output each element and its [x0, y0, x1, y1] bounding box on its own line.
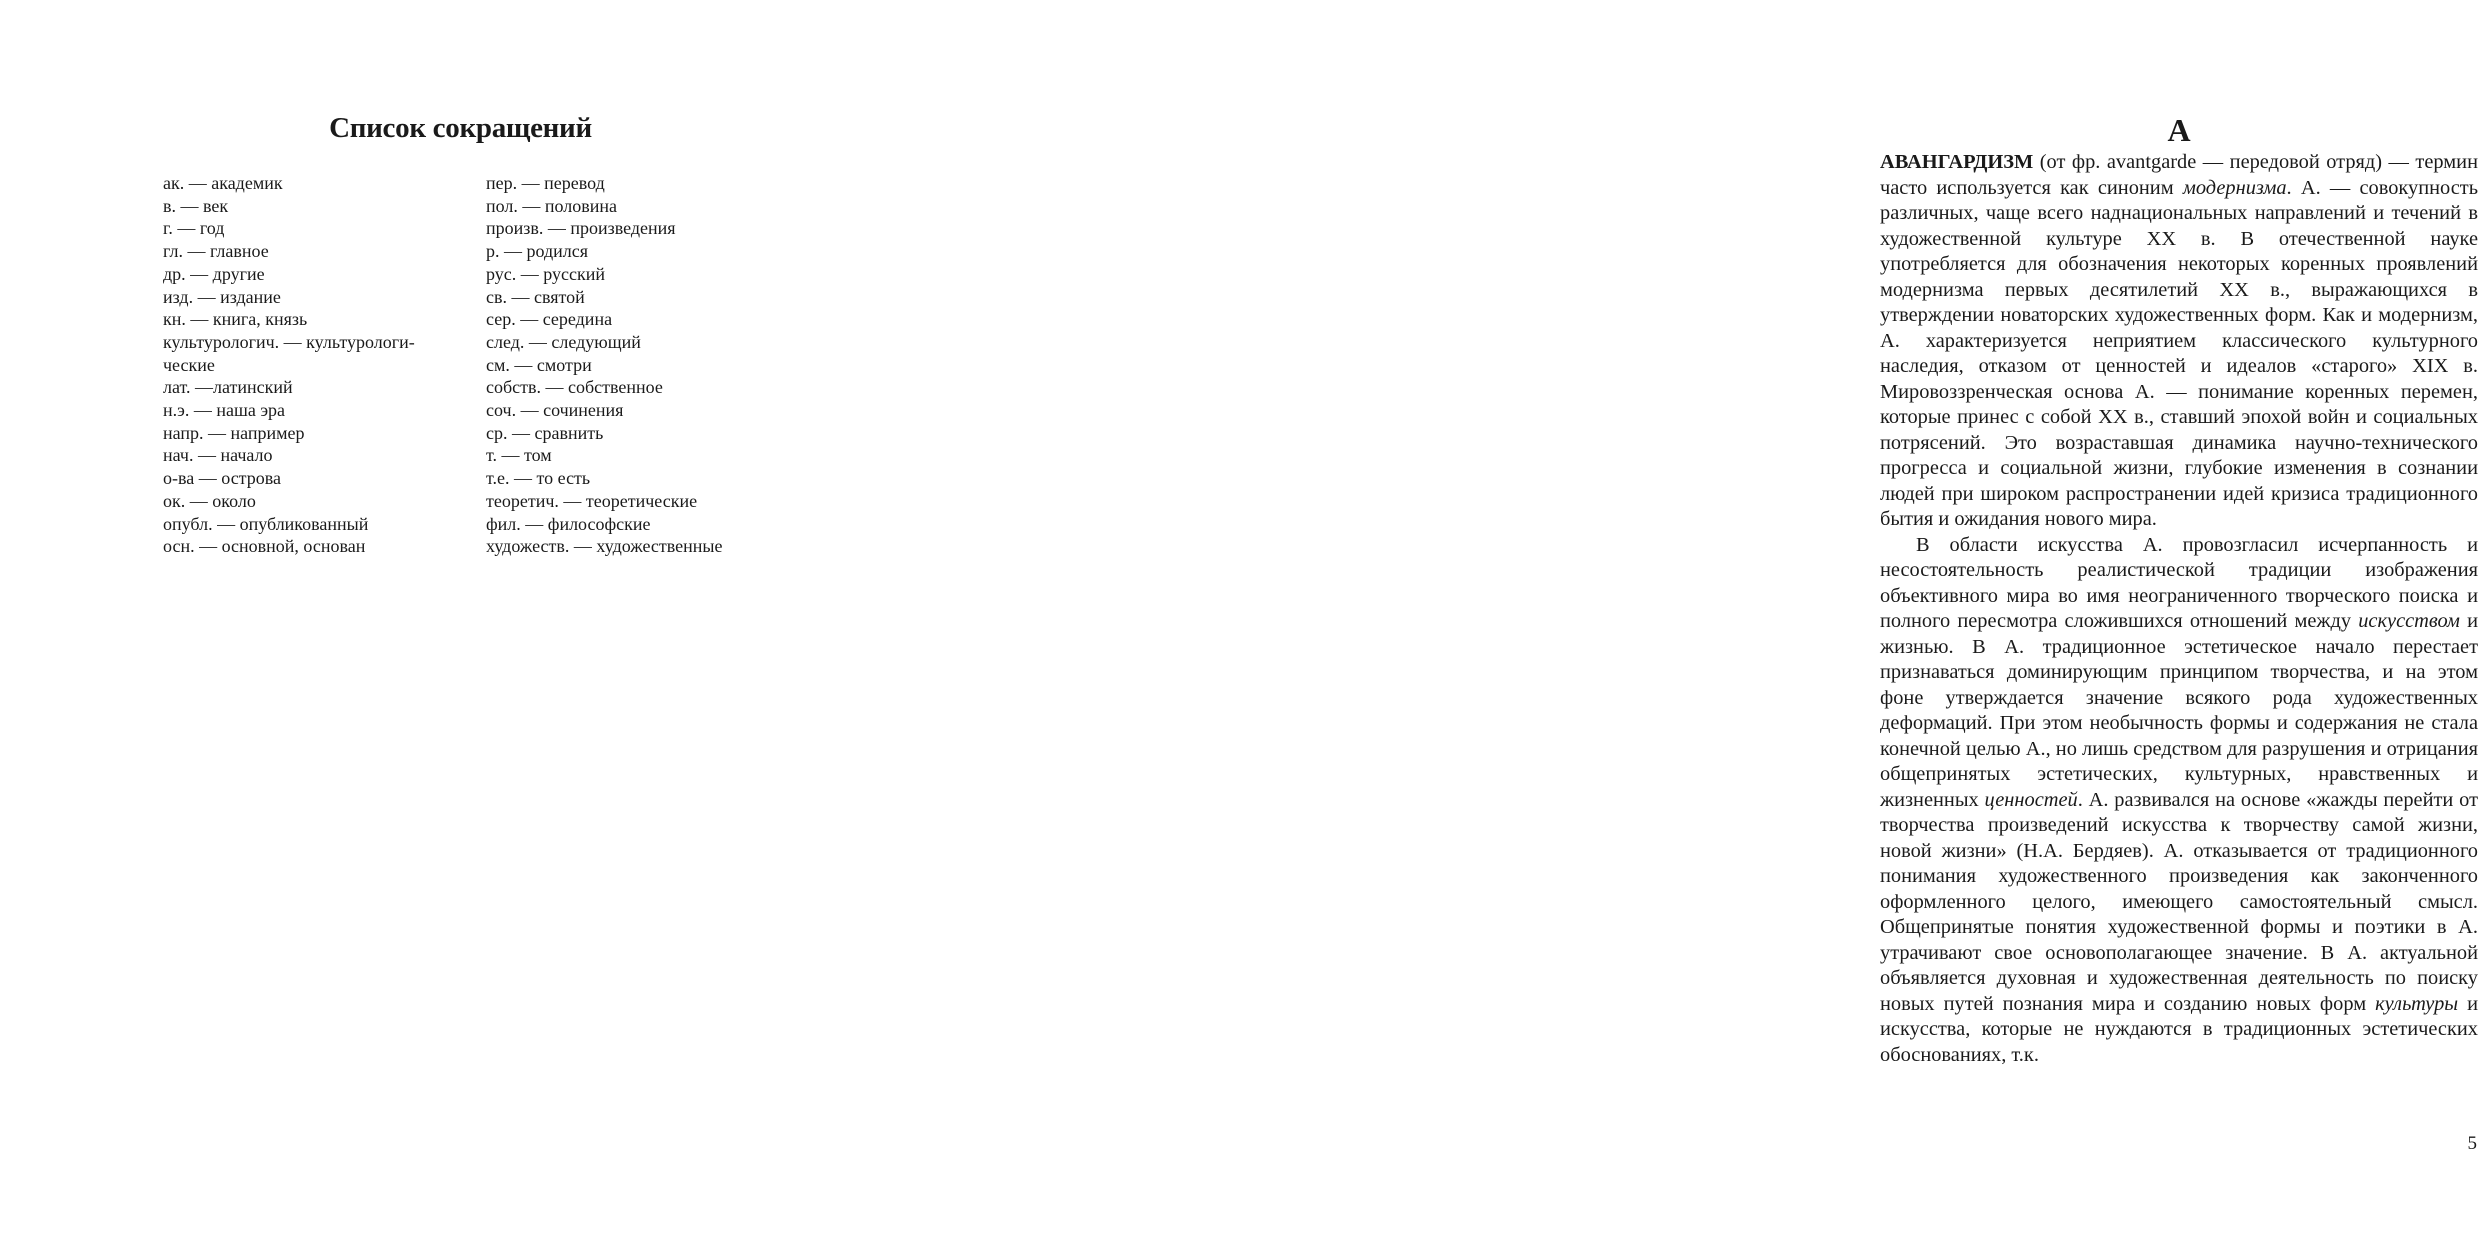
entry-text: . А. развивался на основе «жажды перейти от творчества произведений искусства к творчеству самой жизни, новой жизни» (Н.А. Бердяев). А. отказывается от традиционного понимания художественного произведения как законченного оформленного целого, имеющего самостоятельный смысл. Общепринятые понятия художественной формы и поэтики в А. утрачивают свое основополагающее значение. В А. актуальной объявляется духовная и художественная деятельность по поиску новых путей познания мира и созданию новых форм	[1880, 788, 2478, 1015]
abbreviation-item: соч. — сочинения	[486, 400, 624, 421]
abbreviation-item: г. — год	[163, 218, 225, 239]
abbreviation-item: т.е. — то есть	[486, 468, 591, 489]
cross-reference: ценностей	[1984, 788, 2078, 811]
abbreviation-item: кн. — книга, князь	[163, 309, 308, 330]
entry-text: В области искусства А. провозгласил исчерпанность и несостоятельность реалистической традиции изображения объективного мира во имя неограниченного творческого поиска и полного пересмотра сложившихся отношений между	[1880, 533, 2478, 632]
abbreviation-item: художеств. — художественные	[486, 536, 723, 557]
abbreviation-item: фил. — философские	[486, 513, 651, 534]
abbreviation-item: лат. —латинский	[163, 377, 293, 398]
abbreviation-item: сер. — середина	[486, 309, 613, 330]
abbreviation-item: т. — том	[486, 445, 552, 466]
entry-paragraph-1	[1880, 150, 2478, 533]
abbreviation-item: др. — другие	[163, 263, 265, 284]
abbreviation-item: ок. — около	[163, 490, 256, 511]
right-page	[877, 0, 2478, 1240]
abbreviation-item: гл. — главное	[163, 241, 269, 262]
abbreviation-item: нач. — начало	[163, 445, 273, 466]
abbreviation-item: изд. — издание	[163, 286, 281, 307]
abbreviation-item: св. — святой	[486, 286, 585, 307]
abbreviations-title: Список сокращений	[329, 112, 592, 144]
abbreviation-item: р. — родился	[486, 241, 589, 262]
entry-paragraph-2	[1880, 533, 2478, 1069]
abbreviation-item: осн. — основной, основан	[163, 536, 366, 557]
entry-text: и жизнью. В А. традиционное эстетическое начало перестает признаваться доминирующим принципом творчества, и на этом фоне утверждается значение всякого рода художественных деформаций. При этом необычность формы и содержания не стала конечной целью А., но лишь средством для разрушения и отрицания общепринятых эстетических, культурных, нравственных и жизненных	[1880, 610, 2478, 811]
abbreviation-item: теоретич. — теоретические	[486, 490, 698, 511]
entry-text: и искусства, которые не нуждаются в традиционных эстетических обоснованиях, т.к.	[1880, 992, 2478, 1066]
abbreviation-item: напр. — например	[163, 422, 305, 443]
abbreviation-item: рус. — русский	[486, 263, 606, 284]
abbreviation-item: в. — век	[163, 195, 229, 216]
abbreviations-column-2	[486, 172, 786, 558]
dictionary-entry	[1880, 150, 2478, 1068]
abbreviation-item: пол. — половина	[486, 195, 618, 216]
abbreviation-item: о-ва — острова	[163, 468, 282, 489]
abbreviation-item: культурологич. — культурологи-	[163, 331, 415, 352]
left-page	[0, 0, 877, 1240]
abbreviation-item: ческие	[163, 354, 215, 375]
cross-reference: искусством	[2358, 610, 2460, 632]
section-letter-heading: А	[2167, 112, 2191, 148]
abbreviation-item: след. — следующий	[486, 331, 641, 352]
page-number: 5	[2467, 1133, 2477, 1154]
abbreviation-item: собств. — собственное	[486, 377, 663, 398]
entry-text: . А. — совокупность различных, чаще всего наднациональных направлений и течений в художественной культуре XX в. В отечественной науке употребляется для обозначения некоторых коренных проявлений модернизма первых десятилетий XX в., выражающихся в утверждении новаторских художественных форм. Как и модернизм, А. характеризуется неприятием классического культурного наследия, отказом от ценностей и идеалов «старого» XIX в. Мировоззренческая основа А. — понимание коренных перемен, которые принес с собой XX в., ставший эпохой войн и социальных потрясений. Это возраставшая динамика научно-технического прогресса и социальной жизни, глубокие изменения в сознании людей при широком распространении идей кризиса традиционного бытия и ожидания нового мира.	[1880, 176, 2478, 530]
abbreviation-item: ак. — академик	[163, 173, 283, 193]
abbreviation-item: см. — смотри	[486, 354, 592, 375]
abbreviation-item: н.э. — наша эра	[163, 400, 286, 421]
entry-text: (от фр. avantgarde — передовой отряд) — термин часто используется как синоним	[1880, 151, 2478, 199]
abbreviations-column-1	[163, 172, 463, 558]
abbreviation-item: ср. — сравнить	[486, 422, 604, 443]
cross-reference: модернизма	[2182, 176, 2287, 199]
abbreviation-item: произв. — произведения	[486, 218, 676, 239]
abbreviation-item: пер. — перевод	[486, 173, 605, 193]
abbreviation-item: опубл. — опубликованный	[163, 513, 369, 534]
cross-reference: культуры	[2375, 992, 2459, 1015]
entry-term: АВАНГАРДИЗМ	[1880, 151, 2034, 173]
